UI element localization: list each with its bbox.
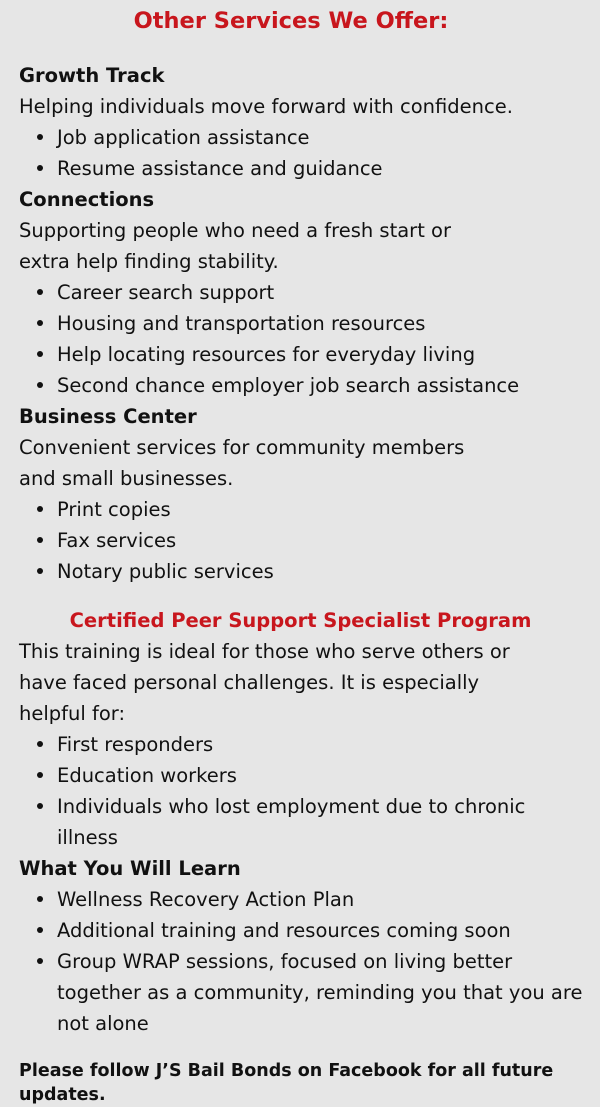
bullet-icon xyxy=(37,537,43,543)
bullet-icon xyxy=(37,772,43,778)
section-description: Convenient services for community members and small businesses. xyxy=(19,436,465,490)
list-item: Education workers xyxy=(37,760,587,791)
bullet-icon xyxy=(37,506,43,512)
page-title: Other Services We Offer: xyxy=(133,8,449,34)
list-item: Wellness Recovery Action Plan xyxy=(37,884,587,915)
list-item: Individuals who lost employment due to chronic illness xyxy=(37,791,587,853)
bullet-list xyxy=(19,729,600,853)
bullet-icon xyxy=(37,803,43,809)
section-description: Supporting people who need a fresh start or extra help finding stability. xyxy=(19,219,451,273)
bullet-icon xyxy=(37,320,43,326)
bullet-list xyxy=(19,277,600,401)
bullet-icon xyxy=(37,351,43,357)
list-item: Additional training and resources coming soon xyxy=(37,915,587,946)
section-heading: Business Center xyxy=(19,405,197,428)
bullet-icon xyxy=(37,568,43,574)
program-description: This training is ideal for those who serve others or have faced personal challenges. It is especially helpful for: xyxy=(19,640,510,725)
bullet-icon xyxy=(37,289,43,295)
bullet-list xyxy=(19,122,600,184)
section-connections xyxy=(19,184,600,401)
section-peer-support-program xyxy=(19,605,600,853)
program-heading: Certified Peer Support Specialist Program xyxy=(69,609,532,632)
section-heading: What You Will Learn xyxy=(19,857,241,880)
list-item: Job application assistance xyxy=(37,122,587,153)
bullet-icon xyxy=(37,382,43,388)
bullet-icon xyxy=(37,927,43,933)
list-item: Second chance employer job search assistance xyxy=(37,370,587,401)
bullet-list xyxy=(19,884,600,1039)
list-item: First responders xyxy=(37,729,587,760)
bullet-list xyxy=(19,494,600,587)
bullet-icon xyxy=(37,134,43,140)
list-item: Fax services xyxy=(37,525,587,556)
section-description: Helping individuals move forward with confidence. xyxy=(19,95,513,118)
list-item: Resume assistance and guidance xyxy=(37,153,587,184)
list-item: Group WRAP sessions, focused on living better together as a community, reminding you that you are not alone xyxy=(37,946,587,1039)
section-what-you-will-learn xyxy=(19,853,600,1039)
list-item: Career search support xyxy=(37,277,587,308)
list-item: Notary public services xyxy=(37,556,587,587)
section-growth-track xyxy=(19,60,600,184)
list-item: Housing and transportation resources xyxy=(37,308,587,339)
bullet-icon xyxy=(37,165,43,171)
bullet-icon xyxy=(37,958,43,964)
list-item: Print copies xyxy=(37,494,587,525)
bullet-icon xyxy=(37,896,43,902)
section-heading: Connections xyxy=(19,188,155,211)
facebook-follow-note: Please follow J’S Bail Bonds on Facebook for all future updates. xyxy=(19,1061,554,1105)
bullet-icon xyxy=(37,741,43,747)
list-item: Help locating resources for everyday living xyxy=(37,339,587,370)
section-business-center xyxy=(19,401,600,587)
section-heading: Growth Track xyxy=(19,64,165,87)
